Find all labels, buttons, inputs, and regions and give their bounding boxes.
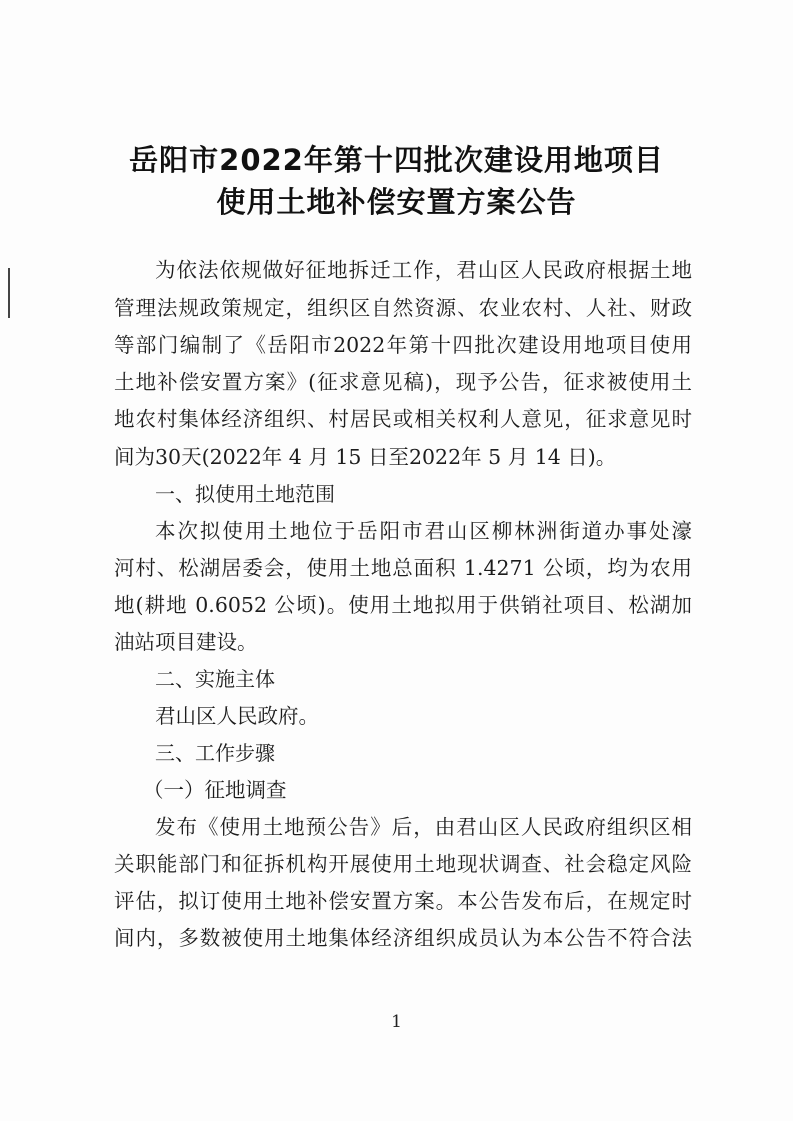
section-3-heading: 三、工作步骤 <box>155 741 275 765</box>
section-1-line-4: 油站项目建设。 <box>114 630 258 654</box>
section-2-heading: 二、实施主体 <box>155 667 275 691</box>
page-number: 1 <box>391 1012 402 1032</box>
intro-line-1: 为依法依规做好征地拆迁工作，君山区人民政府根据土地 <box>155 258 692 282</box>
section-2-text: 君山区人民政府。 <box>155 704 319 728</box>
subsection-1-heading: （一）征地调查 <box>143 778 287 802</box>
subsection-1-line-4: 间内，多数被使用土地集体经济组织成员认为本公告不符合法 <box>114 926 692 950</box>
document-title-line-2: 使用土地补偿安置方案公告 <box>216 185 577 219</box>
document-title-line-1: 岳阳市2022年第十四批次建设用地项目 <box>129 143 664 177</box>
subsection-1-line-1: 发布《使用土地预公告》后，由君山区人民政府组织区相 <box>155 815 692 839</box>
section-1-heading: 一、拟使用土地范围 <box>155 482 335 506</box>
intro-line-5: 地农村集体经济组织、村居民或相关权利人意见，征求意见时 <box>114 407 692 431</box>
section-1-line-3: 地(耕地 0.6052 公顷)。使用土地拟用于供销社项目、松湖加 <box>114 593 692 617</box>
section-1-line-1: 本次拟使用土地位于岳阳市君山区柳林洲街道办事处濠 <box>155 519 692 543</box>
scan-margin-mark <box>8 268 10 318</box>
intro-line-4: 土地补偿安置方案》(征求意见稿)，现予公告，征求被使用土 <box>114 370 692 394</box>
subsection-1-line-3: 评估，拟订使用土地补偿安置方案。本公告发布后，在规定时 <box>114 889 692 913</box>
intro-line-6: 间为30天(2022年 4 月 15 日至2022年 5 月 14 日)。 <box>114 445 617 469</box>
subsection-1-line-2: 关职能部门和征拆机构开展使用土地现状调查、社会稳定风险 <box>114 852 692 876</box>
intro-line-3: 等部门编制了《岳阳市2022年第十四批次建设用地项目使用 <box>114 333 692 357</box>
intro-line-2: 管理法规政策规定，组织区自然资源、农业农村、人社、财政 <box>114 296 692 320</box>
section-1-line-2: 河村、松湖居委会，使用土地总面积 1.4271 公顷，均为农用 <box>114 556 692 580</box>
